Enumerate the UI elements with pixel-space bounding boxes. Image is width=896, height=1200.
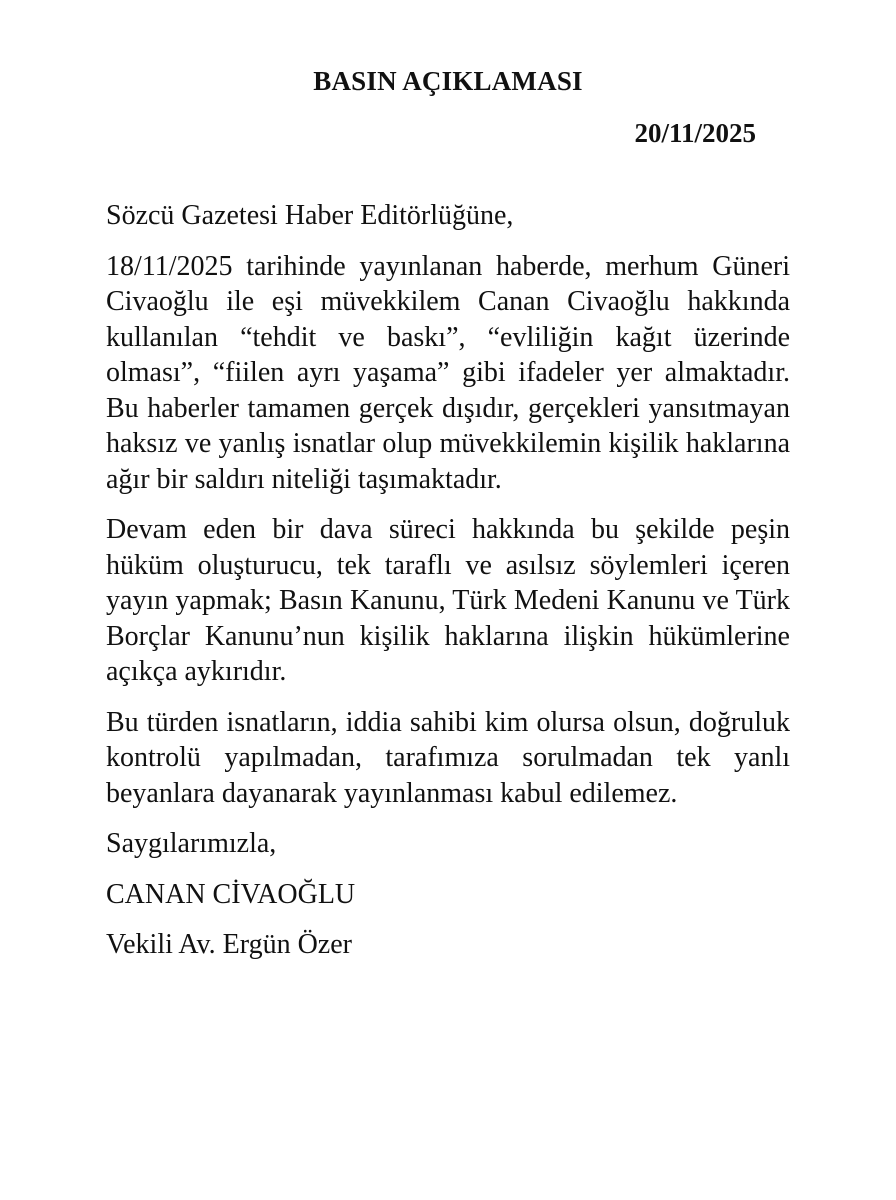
- paragraph-3: Bu türden isnatların, iddia sahibi kim olursa olsun, doğruluk kontrolü yapılmadan, tarafımıza sorulmadan tek yanlı beyanlara dayanarak yayınlanması kabul edilemez.: [106, 706, 790, 809]
- salutation: Sözcü Gazetesi Haber Editörlüğüne,: [106, 200, 514, 231]
- closing: Saygılarımızla,: [106, 828, 277, 859]
- document-title: BASIN AÇIKLAMASI: [313, 66, 583, 96]
- paragraph-1: 18/11/2025 tarihinde yayınlanan haberde, merhum Güneri Civaoğlu ile eşi müvekkilem Canan Civaoğlu hakkında kullanılan “tehdit ve baskı”, “evliliğin kağıt üzerinde olması”, “fiilen ayrı yaşama” gibi ifadeler yer almaktadır. Bu haberler tamamen gerçek dışıdır, gerçekleri yansıtmayan haksız ve yanlış isnatlar olup müvekkilemin kişilik haklarına ağır bir saldırı niteliği taşımaktadır.: [106, 250, 790, 495]
- paragraph-2: Devam eden bir dava süreci hakkında bu şekilde peşin hüküm oluşturucu, tek taraflı ve asılsız söylemleri içeren yayın yapmak; Basın Kanunu, Türk Medeni Kanunu ve Türk Borçlar Kanunu’nun kişilik haklarına ilişkin hükümlerine açıkça aykırıdır.: [106, 514, 790, 687]
- document-date: 20/11/2025: [634, 118, 756, 148]
- signatory-name: CANAN CİVAOĞLU: [106, 878, 356, 910]
- attorney-name: Vekili Av. Ergün Özer: [106, 929, 352, 960]
- document-body: [106, 198, 790, 978]
